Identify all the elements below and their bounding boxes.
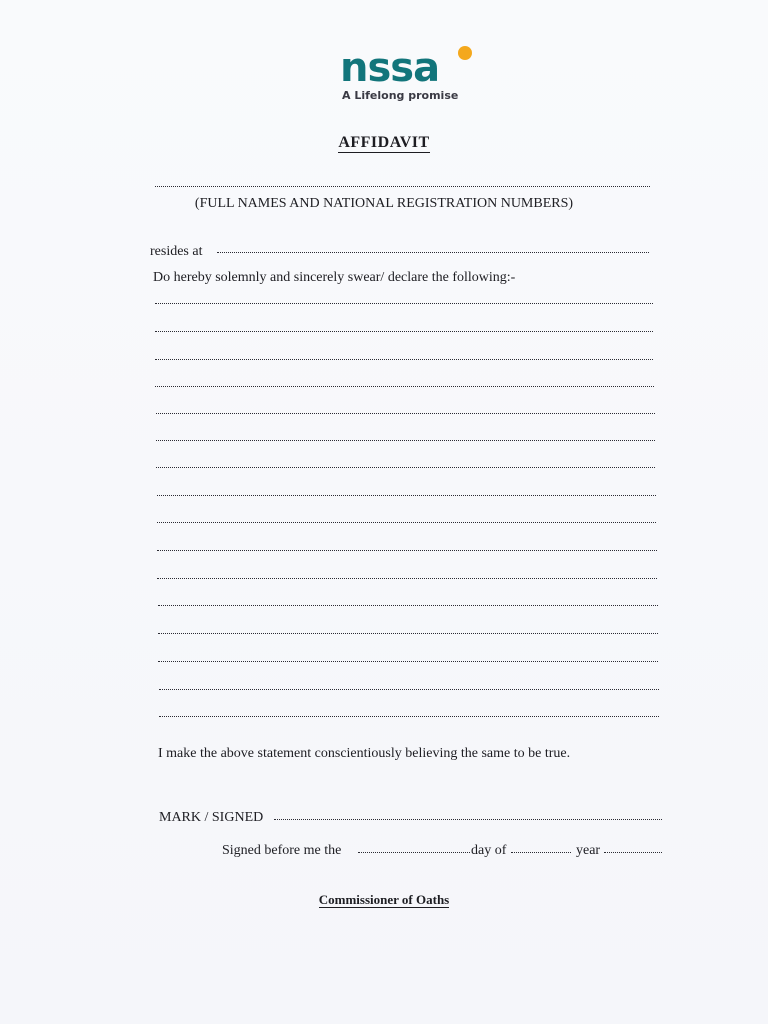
declaration-line[interactable] <box>157 522 656 523</box>
truth-statement: I make the above statement conscientiously believing the same to be true. <box>158 746 571 761</box>
declaration-line[interactable] <box>158 633 658 634</box>
declaration-line[interactable] <box>155 359 653 360</box>
declaration-line[interactable] <box>158 661 658 662</box>
declaration-line[interactable] <box>157 550 657 551</box>
month-field[interactable] <box>511 852 571 853</box>
resides-field[interactable] <box>217 252 649 253</box>
document-title: AFFIDAVIT <box>338 134 430 151</box>
declaration-line[interactable] <box>159 689 659 690</box>
logo-tagline: A Lifelong promise <box>342 89 459 102</box>
year-label: year <box>576 843 601 858</box>
logo-wordmark: nssa <box>340 45 440 91</box>
declaration-intro: Do hereby solemnly and sincerely swear/ declare the following:- <box>153 270 516 285</box>
nssa-logo <box>340 44 480 106</box>
day-of-label: day of <box>471 843 507 858</box>
declaration-line[interactable] <box>155 303 653 304</box>
declaration-line[interactable] <box>155 331 653 332</box>
day-field[interactable] <box>358 852 470 853</box>
full-names-field[interactable] <box>155 186 650 187</box>
declaration-line[interactable] <box>155 386 654 387</box>
year-field[interactable] <box>604 852 662 853</box>
logo-dot-icon <box>458 46 472 60</box>
commissioner-of-oaths: Commissioner of Oaths <box>318 892 450 907</box>
declaration-line[interactable] <box>157 495 656 496</box>
mark-signed-label: MARK / SIGNED <box>159 810 264 825</box>
declaration-line[interactable] <box>156 467 655 468</box>
signature-field[interactable] <box>274 819 662 820</box>
full-names-caption: (FULL NAMES AND NATIONAL REGISTRATION NUMBERS) <box>194 196 574 211</box>
declaration-line[interactable] <box>156 440 655 441</box>
declaration-line[interactable] <box>159 716 659 717</box>
declaration-line[interactable] <box>156 413 655 414</box>
declaration-line[interactable] <box>157 578 657 579</box>
declaration-line[interactable] <box>158 605 658 606</box>
resides-label: resides at <box>150 244 203 259</box>
signed-before-label: Signed before me the <box>222 843 342 858</box>
